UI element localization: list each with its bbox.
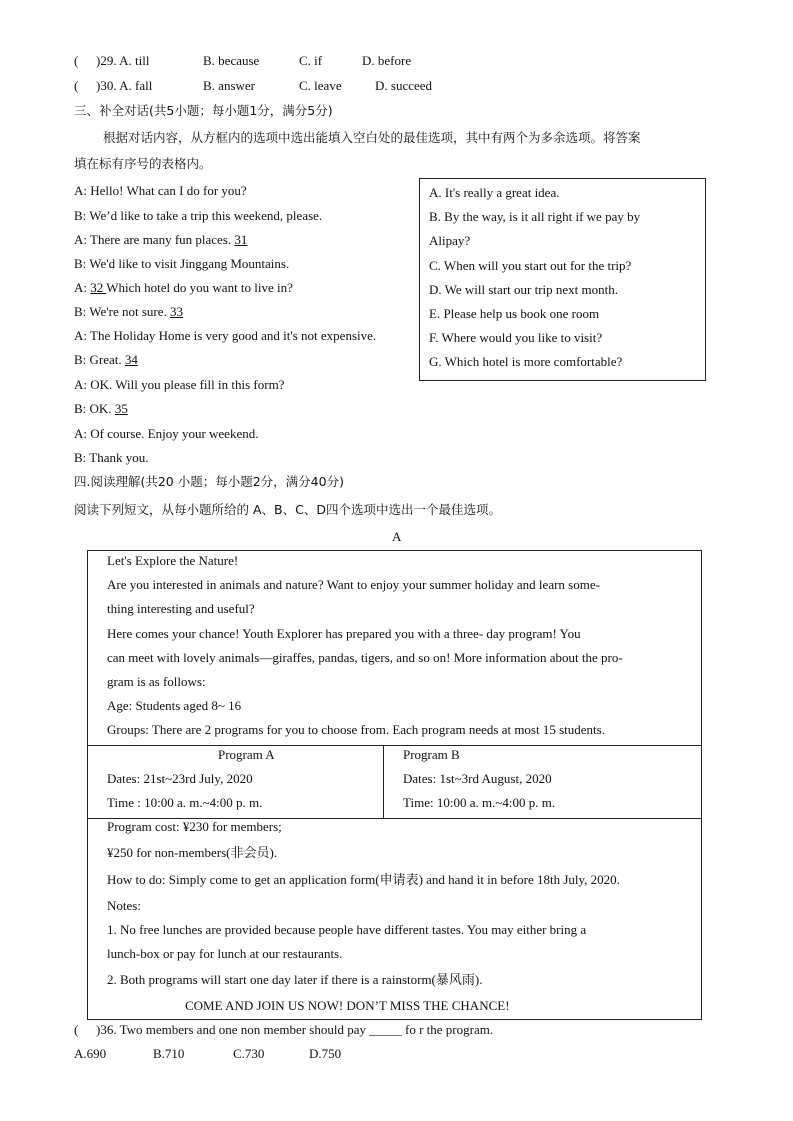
passage-line: gram is as follows:: [107, 674, 206, 689]
option-a: A. It's really a great idea.: [429, 185, 560, 200]
q36-option-d: D.750: [309, 1046, 342, 1061]
program-cost: Program cost: ¥230 for members;: [107, 819, 282, 834]
program-a-title: Program A: [218, 747, 275, 762]
table-divider-middle: [383, 745, 384, 819]
q30-paren: (: [74, 78, 79, 93]
passage-title: Let's Explore the Nature!: [107, 553, 239, 568]
program-a-time: Time : 10:00 a. m.~4:00 p. m.: [107, 795, 263, 810]
q36-option-b: B.710: [153, 1046, 185, 1061]
option-f: F. Where would you like to visit?: [429, 330, 603, 345]
q29-option-c: C. if: [299, 53, 323, 68]
dialogue-line: A: There are many fun places. 31: [74, 232, 248, 247]
note-2: 2. Both programs will start one day later if there is a rainstorm(暴风雨).: [107, 972, 483, 987]
dialogue-line: B: We’d like to take a trip this weekend, please.: [74, 208, 323, 223]
passage-age: Age: Students aged 8~ 16: [107, 698, 242, 713]
section3-instruction-line2: 填在标有序号的表格内。: [74, 156, 212, 171]
section3-instruction-line1: 根据对话内容，从方框内的选项中选出能填入空白处的最佳选项，其中有两个为多余选项。将答案: [103, 130, 641, 145]
option-b-continued: Alipay?: [429, 233, 471, 248]
dialogue-line: B: Thank you.: [74, 450, 149, 465]
dialogue-line: A: OK. Will you please fill in this form?: [74, 377, 285, 392]
program-a-dates: Dates: 21st~23rd July, 2020: [107, 771, 253, 786]
passage-line: Here comes your chance! Youth Explorer has prepared you with a three- day program! You: [107, 626, 581, 641]
q29-option-b: B. because: [203, 53, 260, 68]
q30-stem: )30. A. fall: [96, 78, 153, 93]
dialogue-line: B: We're not sure. 33: [74, 304, 184, 319]
section3-heading: 三、补全对话(共5小题；每小题1分，满分5分): [74, 103, 333, 118]
notes-heading: Notes:: [107, 898, 141, 913]
program-cost-nonmember: ¥250 for non-members(非会员).: [107, 845, 278, 860]
section4-heading: 四.阅读理解(共20 小题；每小题2分，满分40分): [74, 474, 344, 489]
q36-option-a: A.690: [74, 1046, 107, 1061]
note-1-continued: lunch-box or pay for lunch at our restaurants.: [107, 946, 343, 961]
q29-stem: )29. A. till: [96, 53, 150, 68]
q29-paren: (: [74, 53, 79, 68]
q36-paren: (: [74, 1022, 79, 1037]
option-c: C. When will you start out for the trip?: [429, 258, 632, 273]
option-d: D. We will start our trip next month.: [429, 282, 618, 297]
dialogue-line: B: Great. 34: [74, 352, 138, 367]
slogan: COME AND JOIN US NOW! DON’T MISS THE CHANCE!: [185, 998, 510, 1013]
q30-option-b: B. answer: [203, 78, 255, 93]
blank-34: 34: [124, 352, 138, 367]
passage-line: thing interesting and useful?: [107, 601, 255, 616]
q30-option-d: D. succeed: [375, 78, 433, 93]
passage-label: A: [392, 529, 402, 544]
blank-31: 31: [234, 232, 248, 247]
dialogue-line: A: The Holiday Home is very good and it's not expensive.: [74, 328, 377, 343]
table-divider-top: [87, 745, 702, 746]
dialogue-line: B: OK. 35: [74, 401, 128, 416]
program-b-time: Time: 10:00 a. m.~4:00 p. m.: [403, 795, 556, 810]
passage-line: can meet with lovely animals—giraffes, pandas, tigers, and so on! More information about the pro-: [107, 650, 623, 665]
how-to: How to do: Simply come to get an application form(申请表) and hand it in before 18th July, 2020.: [107, 872, 620, 887]
option-b: B. By the way, is it all right if we pay by: [429, 209, 641, 224]
blank-33: 33: [170, 304, 184, 319]
program-b-dates: Dates: 1st~3rd August, 2020: [403, 771, 552, 786]
q29-option-d: D. before: [362, 53, 412, 68]
passage-groups: Groups: There are 2 programs for you to choose from. Each program needs at most 15 students.: [107, 722, 605, 737]
dialogue-line: A: 32 Which hotel do you want to live in?: [74, 280, 293, 295]
dialogue-line: A: Of course. Enjoy your weekend.: [74, 426, 259, 441]
q36-stem: )36. Two members and one non member should pay _____ fo r the program.: [96, 1022, 494, 1037]
blank-35: 35: [114, 401, 128, 416]
q36-option-c: C.730: [233, 1046, 265, 1061]
passage-line: Are you interested in animals and nature? Want to enjoy your summer holiday and learn some-: [107, 577, 600, 592]
option-g: G. Which hotel is more comfortable?: [429, 354, 623, 369]
program-b-title: Program B: [403, 747, 460, 762]
dialogue-line: A: Hello! What can I do for you?: [74, 183, 247, 198]
blank-32: 32: [90, 280, 107, 295]
note-1: 1. No free lunches are provided because people have different tastes. You may either bring a: [107, 922, 587, 937]
dialogue-line: B: We'd like to visit Jinggang Mountains.: [74, 256, 290, 271]
q30-option-c: C. leave: [299, 78, 342, 93]
option-e: E. Please help us book one room: [429, 306, 600, 321]
section4-instruction: 阅读下列短文，从每小题所给的 A、B、C、D四个选项中选出一个最佳选项。: [74, 502, 501, 517]
